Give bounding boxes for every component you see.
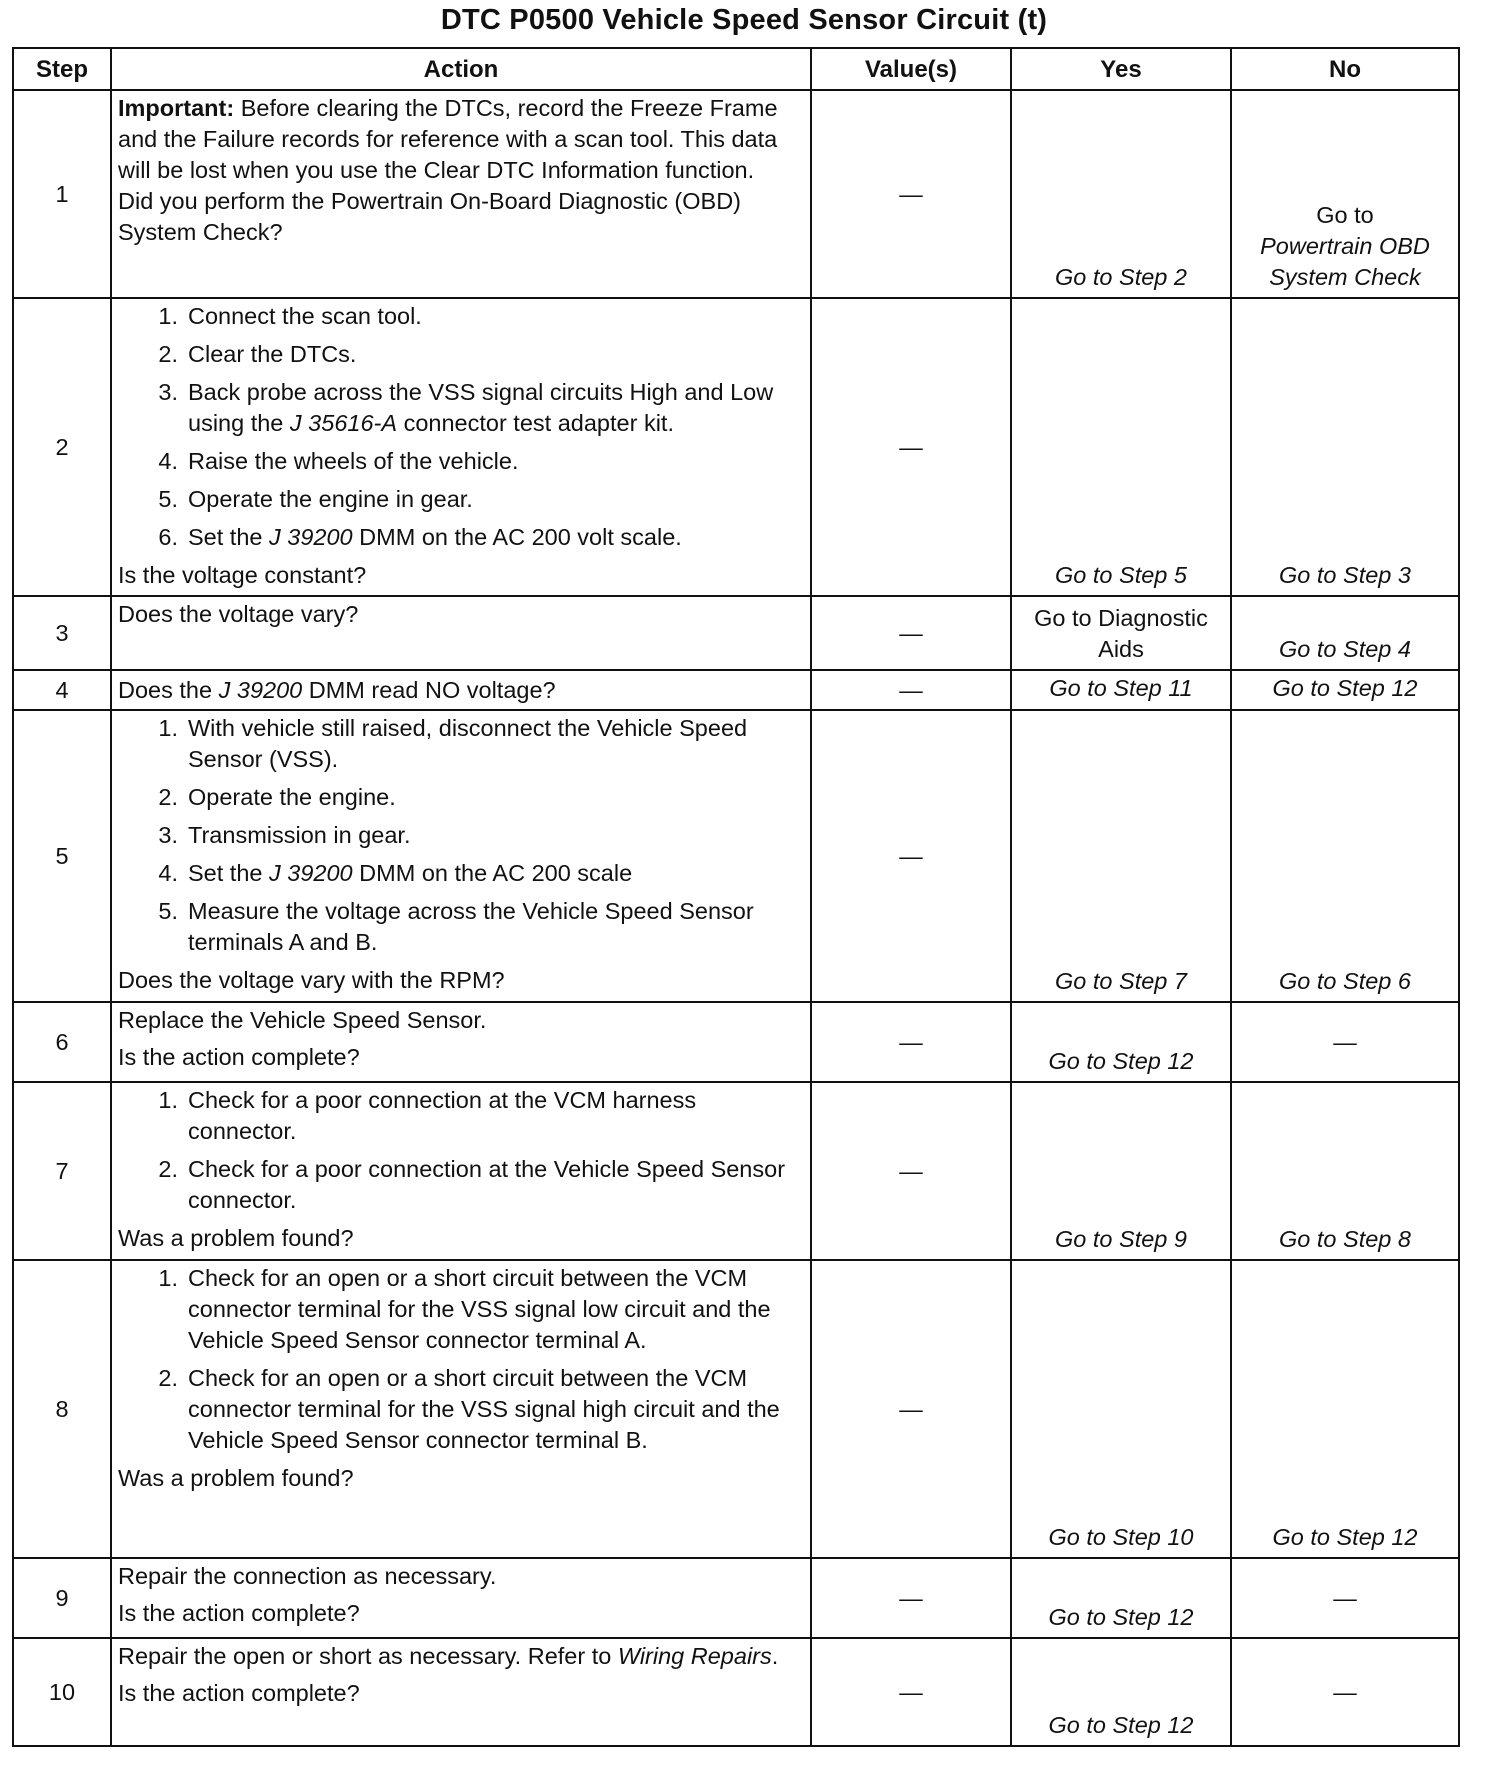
list-item: 1. Connect the scan tool. xyxy=(158,303,422,329)
no-cell: — xyxy=(1231,1558,1459,1638)
step-number: 10 xyxy=(13,1638,111,1746)
no-cell: — xyxy=(1231,1638,1459,1746)
table-row xyxy=(13,670,1459,710)
value-cell: — xyxy=(811,298,1011,596)
list-item: 2. Clear the DTCs. xyxy=(158,341,357,367)
step-number: 7 xyxy=(13,1082,111,1260)
step-number: 9 xyxy=(13,1558,111,1638)
tool-reference: J 39200 xyxy=(218,676,303,703)
value-cell: — xyxy=(811,1082,1011,1260)
yes-link[interactable]: Go to Step 12 xyxy=(1011,1558,1231,1638)
yes-link[interactable]: Go to Diagnostic Aids xyxy=(1011,596,1231,670)
action-steps-list xyxy=(118,1263,802,1456)
list-item: 5. Operate the engine in gear. xyxy=(158,486,473,512)
list-item: 5. Measure the voltage across the Vehicle Speed Sensor terminals A and B. xyxy=(158,898,754,955)
dtc-diagnostic-table xyxy=(12,47,1460,1747)
action-question: Is the action complete? xyxy=(118,1600,360,1626)
important-label: Important: xyxy=(118,95,235,121)
header-yes: Yes xyxy=(1011,48,1231,90)
table-row xyxy=(13,596,1459,670)
yes-link[interactable]: Go to Step 12 xyxy=(1011,1002,1231,1082)
action-question: Is the voltage constant? xyxy=(118,562,367,588)
step-number: 4 xyxy=(13,670,111,710)
yes-link[interactable]: Go to Step 9 xyxy=(1011,1082,1231,1260)
header-no: No xyxy=(1231,48,1459,90)
yes-link[interactable]: Go to Step 7 xyxy=(1011,710,1231,1002)
wiring-repairs-reference[interactable]: Wiring Repairs xyxy=(617,1643,772,1669)
important-text: Before clearing the DTCs, record the Freeze Frame and the Failure records for reference with a scan tool. This data will be lost when you use the Clear DTC Information function. xyxy=(118,95,778,183)
action-text: Repair the connection as necessary. xyxy=(118,1563,497,1589)
value-cell: — xyxy=(811,670,1011,710)
list-item: 3. Back probe across the VSS signal circuits High and Low using the J 35616-A connector test adapter kit. xyxy=(158,379,774,436)
list-item: 3. Transmission in gear. xyxy=(158,822,411,848)
no-link[interactable] xyxy=(1231,90,1459,298)
value-cell: — xyxy=(811,710,1011,1002)
step-number: 3 xyxy=(13,596,111,670)
table-row xyxy=(13,1558,1459,1638)
header-values: Value(s) xyxy=(811,48,1011,90)
list-item: 1. With vehicle still raised, disconnect the Vehicle Speed Sensor (VSS). xyxy=(158,715,748,772)
tool-reference: J 35616-A xyxy=(289,410,398,436)
table-row xyxy=(13,1260,1459,1558)
table-row xyxy=(13,1082,1459,1260)
list-item: 2. Operate the engine. xyxy=(158,784,396,810)
action-question: Was a problem found? xyxy=(118,1465,354,1491)
value-cell: — xyxy=(811,1638,1011,1746)
action-question: Was a problem found? xyxy=(118,1225,354,1251)
value-cell: — xyxy=(811,596,1011,670)
header-action: Action xyxy=(111,48,811,90)
document-title: DTC P0500 Vehicle Speed Sensor Circuit (t) xyxy=(440,4,1048,36)
tool-reference: J 39200 xyxy=(269,524,353,550)
value-cell: — xyxy=(811,1558,1011,1638)
no-link[interactable]: Go to Step 12 xyxy=(1231,1260,1459,1558)
action-text: Replace the Vehicle Speed Sensor. xyxy=(118,1007,487,1033)
action-cell xyxy=(111,1260,811,1558)
action-cell xyxy=(111,710,811,1002)
list-item: 6. Set the J 39200 DMM on the AC 200 volt scale. xyxy=(158,524,682,550)
action-steps-list xyxy=(118,301,802,553)
table-row xyxy=(13,298,1459,596)
action-question: Is the action complete? xyxy=(118,1044,360,1070)
value-cell: — xyxy=(811,1002,1011,1082)
yes-link[interactable]: Go to Step 2 xyxy=(1011,90,1231,298)
step-number: 8 xyxy=(13,1260,111,1558)
list-item: 2. Check for a poor connection at the Vehicle Speed Sensor connector. xyxy=(158,1156,786,1213)
table-row xyxy=(13,90,1459,298)
no-link[interactable]: Go to Step 6 xyxy=(1231,710,1459,1002)
action-question: Did you perform the Powertrain On-Board Diagnostic (OBD) System Check? xyxy=(118,188,741,245)
action-question: Does the voltage vary? xyxy=(118,601,359,627)
value-cell: — xyxy=(811,1260,1011,1558)
list-item: 1. Check for an open or a short circuit between the VCM connector terminal for the VSS signal low circuit and the Vehicle Speed Sensor connector terminal A. xyxy=(158,1265,771,1353)
no-link[interactable]: Go to Step 12 xyxy=(1231,670,1459,710)
action-question: Is the action complete? xyxy=(118,1680,360,1706)
action-question: Does the voltage vary with the RPM? xyxy=(118,967,505,993)
action-text: Repair the open or short as necessary. Refer to Wiring Repairs. xyxy=(118,1643,779,1669)
list-item: 4. Set the J 39200 DMM on the AC 200 scale xyxy=(158,860,633,886)
no-link[interactable]: Go to Step 4 xyxy=(1231,596,1459,670)
action-cell xyxy=(111,1002,811,1082)
yes-link[interactable]: Go to Step 5 xyxy=(1011,298,1231,596)
yes-link[interactable]: Go to Step 10 xyxy=(1011,1260,1231,1558)
action-cell xyxy=(111,670,811,710)
step-number: 6 xyxy=(13,1002,111,1082)
action-steps-list xyxy=(118,1085,802,1216)
important-note xyxy=(118,93,802,186)
action-cell xyxy=(111,1638,811,1746)
no-link[interactable]: Go to Step 3 xyxy=(1231,298,1459,596)
action-cell xyxy=(111,1558,811,1638)
action-cell xyxy=(111,298,811,596)
action-question: Does the J 39200 DMM read NO voltage? xyxy=(118,676,556,703)
header-step: Step xyxy=(13,48,111,90)
action-steps-list xyxy=(118,713,802,958)
tool-reference: J 39200 xyxy=(269,860,353,886)
list-item: 4. Raise the wheels of the vehicle. xyxy=(158,448,519,474)
step-number: 1 xyxy=(13,90,111,298)
no-link[interactable]: Go to Step 8 xyxy=(1231,1082,1459,1260)
list-item: 1. Check for a poor connection at the VCM harness connector. xyxy=(158,1087,697,1144)
table-header-row xyxy=(13,48,1459,90)
list-item: 2. Check for an open or a short circuit between the VCM connector terminal for the VSS signal high circuit and the Vehicle Speed Sensor connector terminal B. xyxy=(158,1365,780,1453)
no-link-prefix: Go to xyxy=(1316,202,1374,228)
no-link-target: Powertrain OBD System Check xyxy=(1260,233,1430,290)
value-cell: — xyxy=(811,90,1011,298)
yes-link[interactable]: Go to Step 11 xyxy=(1011,670,1231,710)
table-row xyxy=(13,1638,1459,1746)
step-number: 2 xyxy=(13,298,111,596)
no-cell: — xyxy=(1231,1002,1459,1082)
action-cell xyxy=(111,596,811,670)
table-row xyxy=(13,710,1459,1002)
action-cell xyxy=(111,90,811,298)
step-number: 5 xyxy=(13,710,111,1002)
action-cell xyxy=(111,1082,811,1260)
yes-link[interactable]: Go to Step 12 xyxy=(1011,1638,1231,1746)
table-row xyxy=(13,1002,1459,1082)
